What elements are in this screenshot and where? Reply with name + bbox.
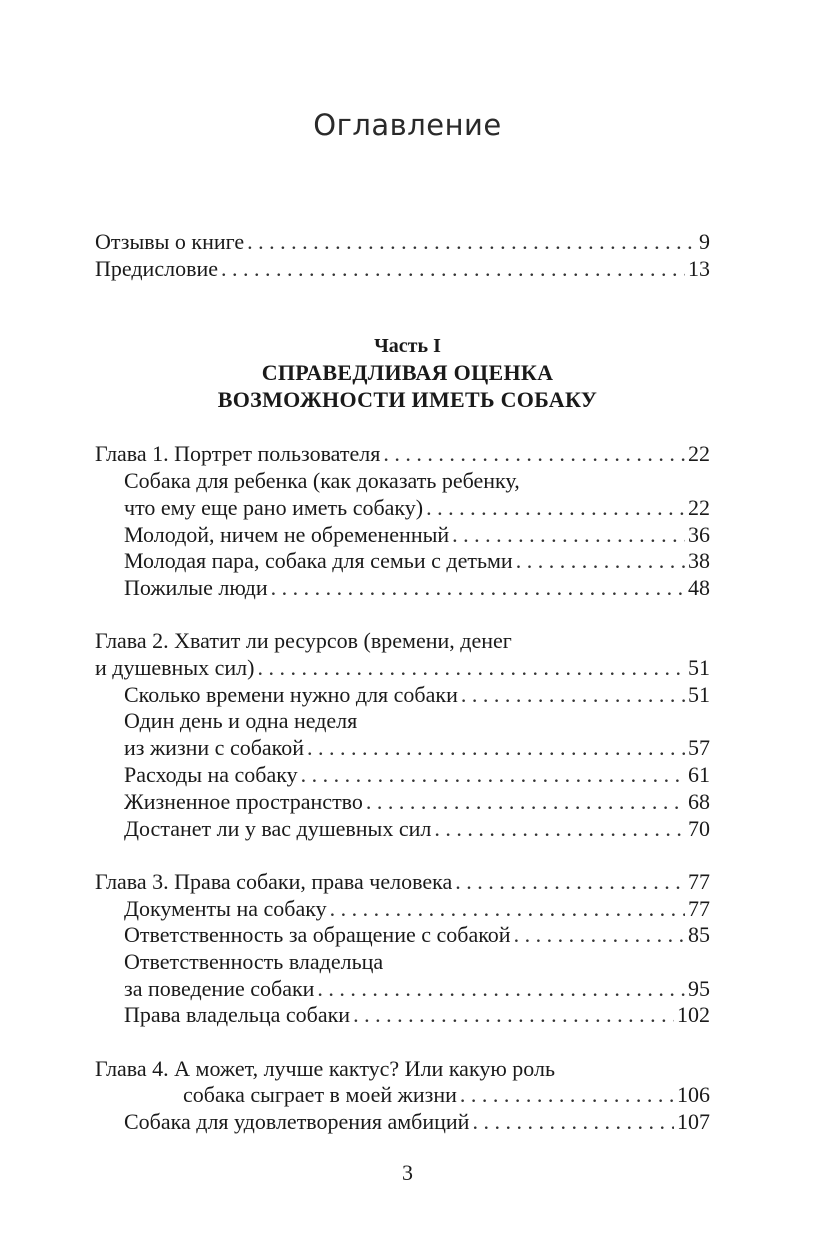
toc-entry-page: 13 [688, 256, 710, 281]
part-title-line-2: ВОЗМОЖНОСТИ ИМЕТЬ СОБАКУ [217, 387, 598, 412]
part-label: Часть I [374, 335, 441, 357]
dot-leader [353, 1001, 674, 1028]
toc-chapter-3[interactable] [95, 868, 710, 895]
dot-leader [247, 228, 696, 255]
toc-section-young-couple[interactable] [124, 547, 710, 574]
dot-leader [452, 521, 685, 548]
toc-entry-text: из жизни с собакой [124, 735, 305, 760]
toc-entry-text: Документы на собаку [124, 896, 327, 921]
toc-entry-page: 51 [688, 655, 710, 680]
page-title: Оглавление [313, 108, 502, 142]
toc-section-text[interactable]: Ответственность владельца [124, 949, 384, 974]
toc-section-day-week[interactable] [124, 734, 710, 761]
toc-section-owner-rights[interactable] [124, 1001, 710, 1028]
toc-entry-text: Жизненное пространство [124, 789, 363, 814]
toc-entry-text: Глава 3. Права собаки, права человека [95, 869, 453, 894]
toc-entry-page: 68 [688, 789, 710, 814]
toc-entry-page: 77 [688, 896, 710, 921]
toc-entry-page: 48 [688, 575, 710, 600]
toc-section-documents[interactable] [124, 895, 710, 922]
part-heading [0, 333, 815, 413]
toc-entry-text: Ответственность за обращение с собакой [124, 922, 511, 947]
toc-entry-page: 77 [688, 869, 710, 894]
toc-chapter-1[interactable] [95, 440, 710, 467]
toc-chapter-2[interactable] [95, 654, 710, 681]
toc-entry-text: Сколько времени нужно для собаки [124, 682, 458, 707]
dot-leader [434, 815, 685, 842]
toc-chapter-2-text[interactable]: Глава 2. Хватит ли ресурсов (времени, денег [95, 628, 512, 653]
toc-section-expenses[interactable] [124, 761, 710, 788]
dot-leader [460, 1081, 674, 1108]
toc-entry-page: 9 [699, 229, 710, 254]
toc-entry-page: 102 [677, 1002, 710, 1027]
toc-entry-text: что ему еще рано иметь собаку) [124, 495, 424, 520]
toc-entry-text: Глава 1. Портрет пользователя [95, 441, 381, 466]
toc-entry-page: 36 [688, 522, 710, 547]
dot-leader [271, 574, 685, 601]
dot-leader [330, 895, 685, 922]
dot-leader [455, 868, 685, 895]
toc-section-young-single[interactable] [124, 521, 710, 548]
toc-entry-text: Расходы на собаку [124, 762, 298, 787]
toc-entry-page: 106 [677, 1082, 710, 1107]
toc-section-time[interactable] [124, 681, 710, 708]
toc-section-child-for-kid[interactable] [124, 494, 710, 521]
dot-leader [383, 440, 685, 467]
page-number: 3 [402, 1160, 413, 1185]
toc-section-ambitions[interactable] [124, 1108, 710, 1135]
toc-entry-text: Пожилые люди [124, 575, 268, 600]
dot-leader [461, 681, 685, 708]
toc-entry-page: 61 [688, 762, 710, 787]
toc-entry-text: и душевных сил) [95, 655, 255, 680]
toc-entry-page: 38 [688, 548, 710, 573]
toc-entry-page: 107 [677, 1109, 710, 1134]
toc-entry-page: 22 [688, 495, 710, 520]
toc-chapter-4[interactable] [183, 1081, 710, 1108]
toc-entry-text: Молодой, ничем не обремененный [124, 522, 450, 547]
toc-entry-text: собака сыграет в моей жизни [183, 1082, 457, 1107]
toc-entry-reviews[interactable] [95, 228, 710, 255]
dot-leader [257, 654, 685, 681]
toc-section-text[interactable]: Один день и одна неделя [124, 708, 358, 733]
toc-entry-page: 85 [688, 922, 710, 947]
toc-entry-page: 70 [688, 816, 710, 841]
toc-entry-page: 22 [688, 441, 710, 466]
dot-leader [516, 547, 685, 574]
dot-leader [307, 734, 685, 761]
toc-entry-page: 57 [688, 735, 710, 760]
dot-leader [301, 761, 685, 788]
dot-leader [221, 255, 685, 282]
dot-leader [426, 494, 685, 521]
toc-entry-text: Отзывы о книге [95, 229, 245, 254]
toc-entry-text: за поведение собаки [124, 976, 315, 1001]
dot-leader [514, 921, 685, 948]
toc-entry-page: 51 [688, 682, 710, 707]
toc-entry-text: Достанет ли у вас душевных сил [124, 816, 432, 841]
toc-section-treatment[interactable] [124, 921, 710, 948]
dot-leader [472, 1108, 674, 1135]
dot-leader [366, 788, 685, 815]
dot-leader [317, 975, 685, 1002]
toc-section-owner-liability[interactable] [124, 975, 710, 1002]
toc-entry-text: Права владельца собаки [124, 1002, 351, 1027]
toc-section-living-space[interactable] [124, 788, 710, 815]
toc-section-emotional[interactable] [124, 815, 710, 842]
toc-entry-page: 95 [688, 976, 710, 1001]
toc-entry-text: Предисловие [95, 256, 218, 281]
toc-chapter-4-text[interactable]: Глава 4. А может, лучше кактус? Или какую роль [95, 1056, 555, 1081]
toc-entry-text: Молодая пара, собака для семьи с детьми [124, 548, 513, 573]
toc-entry-preface[interactable] [95, 255, 710, 282]
part-title-line-1: СПРАВЕДЛИВАЯ ОЦЕНКА [261, 360, 554, 385]
toc-section-text[interactable]: Собака для ребенка (как доказать ребенку, [124, 468, 520, 493]
toc-entry-text: Собака для удовлетворения амбиций [124, 1109, 470, 1134]
toc-section-elderly[interactable] [124, 574, 710, 601]
